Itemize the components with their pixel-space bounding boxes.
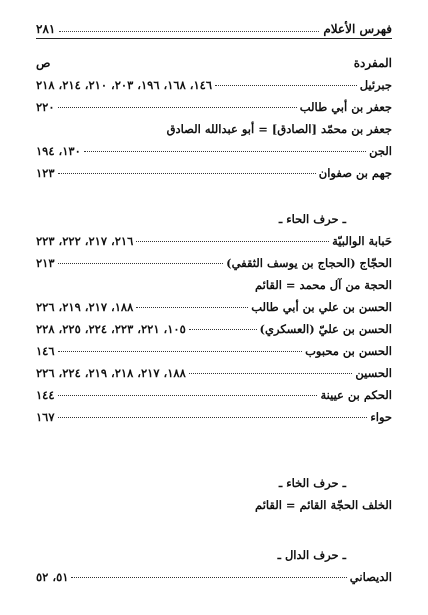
block-dal [36,548,392,592]
column-head-entry: المفردة [353,56,392,70]
letter-heading-dal: ـ حرف الدال ـ [277,548,346,562]
header-title: فهرس الأعلام [323,22,392,36]
header-page-number: ٢٨١ [36,22,56,36]
index-entry: الحكم بن عيينة ١٤٤ [36,388,392,402]
running-header [36,14,392,39]
block-haa [36,212,392,432]
index-entry: الحسن بن محبوب ١٤٦ [36,344,392,358]
index-entry: حواء ١٦٧ [36,410,392,424]
block-jeem [36,56,392,188]
block-khaa [36,476,392,520]
column-head-page: ص [36,56,51,70]
index-entry: الديصاني ٥١، ٥٢ [36,570,392,584]
header-leader [59,31,319,32]
index-entry: الحجّاج (الحجاج بن يوسف الثقفي) ٢١٣ [36,256,392,270]
index-entry: الحجة من آل محمد = القائم [255,278,392,292]
index-entry: جعفر بن أبي طالب ٢٢٠ [36,100,392,114]
index-entry: حَبابة الوالبيّة ٢١٦، ٢١٧، ٢٢٢، ٢٢٣ [36,234,392,248]
index-entry: جهم بن صفوان ١٢٣ [36,166,392,180]
index-entry: الخلف الحجّة القائم = القائم [255,498,392,512]
index-entry: الحسن بن عليّ (العسكري) ١٠٥، ٢٢١، ٢٢٣، ٢٢٤، ٢٢٥، ٢٢٨ [36,322,392,336]
index-entry: الحسن بن علي بن أبي طالب ١٨٨، ٢١٧، ٢١٩، ٢٢٦ [36,300,392,314]
index-entry: جبرئيل ١٤٦، ١٦٨، ١٩٦، ٢٠٣، ٢١٠، ٢١٤، ٢١٨ [36,78,392,92]
index-entry: جعفر بن محمّد [الصادق] = أبو عبدالله الصادق [166,122,392,136]
letter-heading-khaa: ـ حرف الخاء ـ [278,476,346,490]
index-entry: الجن ١٣٠، ١٩٤ [36,144,392,158]
index-entry: الحسين ١٨٨، ٢١٧، ٢١٨، ٢١٩، ٢٢٤، ٢٢٦ [36,366,392,380]
letter-heading-haa: ـ حرف الحاء ـ [278,212,346,226]
column-heads [36,56,392,78]
